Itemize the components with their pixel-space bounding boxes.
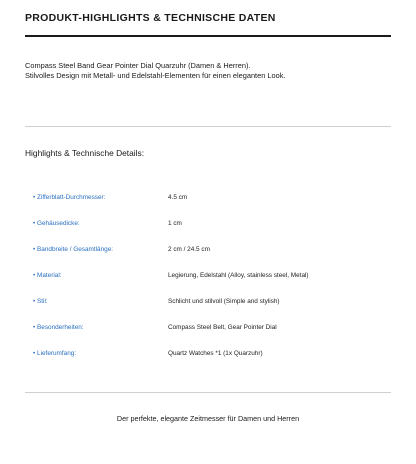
spec-label: • Gehäusedicke: — [33, 220, 80, 227]
section-title: PRODUKT-HIGHLIGHTS & TECHNISCHE DATEN — [25, 12, 276, 24]
spec-value: 2 cm / 24.5 cm — [168, 246, 210, 253]
spec-row-features — [0, 322, 416, 334]
highlights-heading: Highlights & Technische Details: — [25, 148, 145, 158]
spec-label: • Zifferblatt-Durchmesser: — [33, 194, 106, 201]
spec-label: • Besonderheiten: — [33, 324, 84, 331]
footer-tagline: Der perfekte, elegante Zeitmesser für Damen und Herren — [116, 414, 300, 423]
spec-label: • Material: — [33, 272, 62, 279]
spec-row-band-width-length — [0, 244, 416, 256]
intro-line-1: Compass Steel Band Gear Pointer Dial Quarzuhr (Damen & Herren). — [25, 61, 251, 70]
spec-row-dial-diameter — [0, 192, 416, 204]
spec-row-case-thickness — [0, 218, 416, 230]
spec-label: • Lieferumfang: — [33, 350, 77, 357]
spec-value: Legierung, Edelstahl (Alloy, stainless steel, Metal) — [168, 272, 309, 279]
spec-value: 1 cm — [168, 220, 182, 227]
spec-row-material — [0, 270, 416, 282]
spec-row-package-contents — [0, 348, 416, 360]
section-divider — [25, 126, 391, 127]
intro-line-2: Stilvolles Design mit Metall- und Edelstahl-Elementen für einen eleganten Look. — [25, 71, 286, 80]
spec-value: Quartz Watches *1 (1x Quarzuhr) — [168, 350, 263, 357]
spec-label: • Stil: — [33, 298, 48, 305]
product-intro — [25, 61, 385, 81]
spec-value: Schlicht und stilvoll (Simple and stylish) — [168, 298, 280, 305]
spec-row-style — [0, 296, 416, 308]
spec-label: • Bandbreite / Gesamtlänge: — [33, 246, 114, 253]
spec-value: 4.5 cm — [168, 194, 188, 201]
spec-value: Compass Steel Belt, Gear Pointer Dial — [168, 324, 277, 331]
title-divider — [25, 35, 391, 37]
footer-divider — [25, 392, 391, 393]
